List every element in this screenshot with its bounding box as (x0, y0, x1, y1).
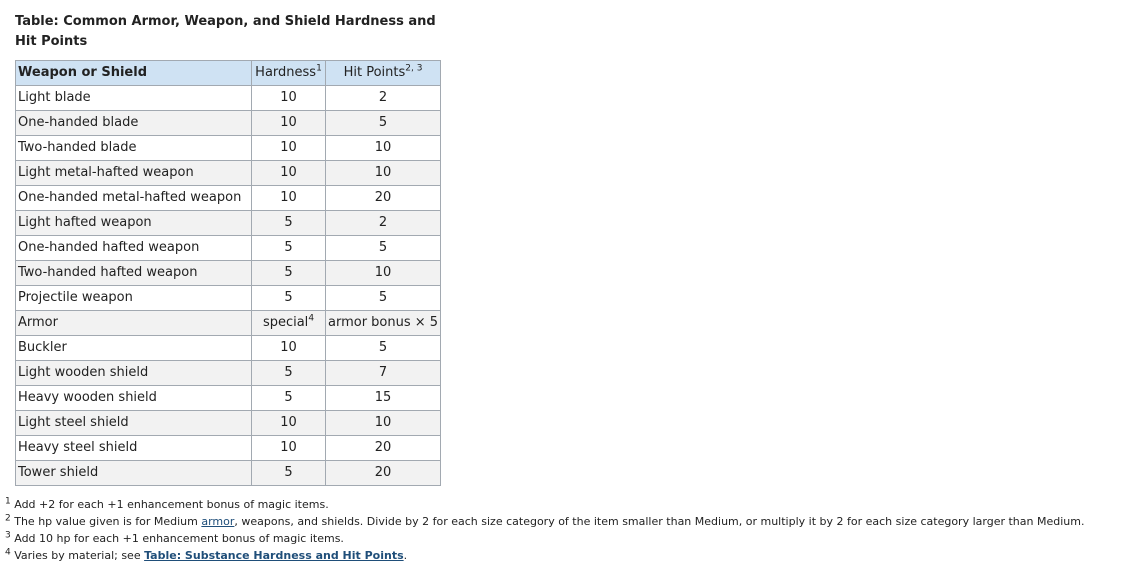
header-hardness (252, 61, 326, 86)
footnote-number: 3 (5, 530, 11, 541)
item-name: Projectile weapon (16, 286, 252, 311)
table-row (16, 161, 441, 186)
table-row (16, 436, 441, 461)
item-name: Tower shield (16, 461, 252, 486)
hit-points-value: 20 (326, 186, 441, 211)
item-name: One-handed hafted weapon (16, 236, 252, 261)
item-name: Light wooden shield (16, 361, 252, 386)
table-caption: Table: Common Armor, Weapon, and Shield Hardness and Hit Points (15, 14, 436, 49)
header-weapon-or-shield: Weapon or Shield (16, 61, 252, 86)
footnote-4 (5, 547, 1084, 564)
table-row (16, 211, 441, 236)
header-hit-points-label: Hit Points (343, 65, 406, 80)
table-row (16, 336, 441, 361)
header-hit-points (326, 61, 441, 86)
hit-points-value: 20 (326, 436, 441, 461)
armor-link[interactable]: armor (201, 515, 235, 528)
hardness-value: 5 (252, 386, 326, 411)
footnote-text-post: . (403, 549, 408, 562)
footnotes (5, 496, 1084, 564)
item-name: Light hafted weapon (16, 211, 252, 236)
hardness-value: 10 (252, 86, 326, 111)
hit-points-value: 15 (326, 386, 441, 411)
footnote-text-pre: The hp value given is for Medium (14, 515, 202, 528)
footnote-1 (5, 496, 1084, 513)
item-name: Light steel shield (16, 411, 252, 436)
hit-points-value: 10 (326, 261, 441, 286)
table-row (16, 111, 441, 136)
item-name: Heavy steel shield (16, 436, 252, 461)
hit-points-value: 5 (326, 111, 441, 136)
footnote-text-post: , weapons, and shields. Divide by 2 for each size category of the item smaller than Medium, or multiply it by 2 for each size category larger than Medium. (234, 515, 1085, 528)
hardness-value: 10 (252, 111, 326, 136)
hit-points-value: 5 (326, 236, 441, 261)
hardness-value: 5 (252, 361, 326, 386)
hardness-value: 5 (252, 461, 326, 486)
hit-points-value: 5 (326, 336, 441, 361)
item-name: Heavy wooden shield (16, 386, 252, 411)
item-name: Light metal-hafted weapon (16, 161, 252, 186)
table-row (16, 361, 441, 386)
item-name: Light blade (16, 86, 252, 111)
hit-points-value: 7 (326, 361, 441, 386)
hit-points-value: 2 (326, 211, 441, 236)
hardness-value: 10 (252, 436, 326, 461)
footnote-number: 2 (5, 513, 11, 524)
hardness-value: 10 (252, 336, 326, 361)
footnote-text: Add 10 hp for each +1 enhancement bonus of magic items. (14, 532, 344, 545)
item-name: Two-handed hafted weapon (16, 261, 252, 286)
hardness-value: 5 (252, 211, 326, 236)
hardness-value: 10 (252, 136, 326, 161)
hardness-value (252, 311, 326, 336)
table-row (16, 261, 441, 286)
footnote-2 (5, 513, 1084, 530)
substance-hardness-table-link[interactable]: Table: Substance Hardness and Hit Points (144, 549, 404, 562)
hit-points-value: 20 (326, 461, 441, 486)
table-row (16, 86, 441, 111)
item-name: One-handed blade (16, 111, 252, 136)
table-row (16, 236, 441, 261)
hardness-value: 10 (252, 411, 326, 436)
table-row (16, 386, 441, 411)
hardness-special-label: special (262, 315, 309, 330)
hardness-value: 10 (252, 161, 326, 186)
footnote-3 (5, 530, 1084, 547)
footnote-number: 4 (5, 547, 11, 558)
header-hit-points-footnote-ref[interactable]: 2, 3 (405, 63, 423, 74)
hit-points-value: 10 (326, 161, 441, 186)
hardness-value: 5 (252, 261, 326, 286)
hardness-value: 5 (252, 286, 326, 311)
table-row (16, 411, 441, 436)
hit-points-value: 10 (326, 411, 441, 436)
hardness-value: 10 (252, 186, 326, 211)
item-name: One-handed metal-hafted weapon (16, 186, 252, 211)
header-hardness-footnote-ref[interactable]: 1 (316, 63, 322, 74)
table-row (16, 311, 441, 336)
hit-points-value: 5 (326, 286, 441, 311)
item-name: Two-handed blade (16, 136, 252, 161)
hit-points-value: 2 (326, 86, 441, 111)
hardness-footnote-ref[interactable]: 4 (308, 313, 315, 324)
table-header-row (16, 61, 441, 86)
footnote-number: 1 (5, 496, 11, 507)
table-row (16, 136, 441, 161)
footnote-text: Add +2 for each +1 enhancement bonus of magic items. (14, 498, 329, 511)
item-name: Buckler (16, 336, 252, 361)
hardness-table (15, 60, 441, 486)
hit-points-value: 10 (326, 136, 441, 161)
footnote-text-pre: Varies by material; see (14, 549, 145, 562)
table-row (16, 286, 441, 311)
header-hardness-label: Hardness (255, 65, 317, 80)
table-row (16, 461, 441, 486)
item-name: Armor (16, 311, 252, 336)
hardness-value: 5 (252, 236, 326, 261)
table-row (16, 186, 441, 211)
hit-points-value: armor bonus × 5 (326, 311, 441, 336)
